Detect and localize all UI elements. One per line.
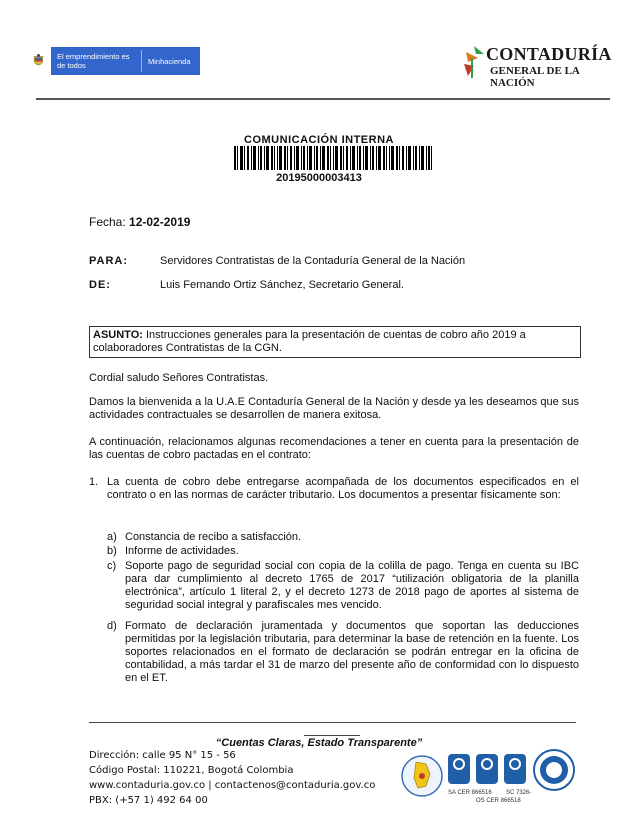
- footer-divider-short: [304, 735, 360, 736]
- icontec-seal-icon: [448, 754, 470, 784]
- subject-box: [89, 326, 581, 358]
- de-label: DE:: [89, 279, 111, 291]
- icontec-seal-icon: [504, 754, 526, 784]
- sub-item-text: Formato de declaración juramentada y documentos que soportan las deducciones permitidas por la legislación tributaria, para determinar la base de retención en la fuente. Los soportes relacionados en el formato de declaración se podrán entregar en la oficina de contabilidad, a más tardar el 31 de marzo del presente año de conformidad con lo dispuesto en el ET.: [125, 620, 579, 684]
- colombia-map-seal-icon: [402, 756, 442, 796]
- subject-value: Instrucciones generales para la presentación de cuentas de cobro año 2019 a colaboradores Contratistas de la CGN.: [93, 329, 526, 354]
- paragraph-welcome: Damos la bienvenida a la U.A.E Contaduría General de la Nación y desde ya les deseamos que sus actividades contractuales se desarrollen de manera exitosa.: [89, 396, 579, 421]
- cgn-logo-title: CONTADURÍA: [486, 44, 612, 64]
- barcode-icon: [234, 146, 432, 170]
- cert-code-3: SC 7326-: [506, 790, 532, 796]
- date-value: 12-02-2019: [129, 215, 191, 229]
- cgn-logo-subtitle: GENERAL DE LA NACIÓN: [490, 65, 580, 89]
- greeting: Cordial saludo Señores Contratistas.: [89, 372, 269, 384]
- list-item-text: La cuenta de cobro debe entregarse acompañada de los documentos especificados en el contrato o en las normas de carácter tributario. Los documentos a presentar físicamente son:: [107, 476, 579, 501]
- sub-item-text: Informe de actividades.: [125, 545, 239, 557]
- para-value: Servidores Contratistas de la Contaduría General de la Nación: [160, 255, 466, 267]
- barcode-number: 20195000003413: [276, 172, 362, 184]
- gov-logo-text: El emprendimiento es de todos: [57, 52, 130, 70]
- sub-item-letter: b): [107, 545, 117, 557]
- footer-phone: PBX: (+57 1) 492 64 00: [89, 795, 208, 806]
- date-line: [89, 215, 190, 229]
- footer-web: www.contaduria.gov.co | contactenos@contaduria.gov.co: [89, 780, 376, 791]
- certification-seals: [400, 748, 580, 808]
- sub-item-text: Constancia de recibo a satisfacción.: [125, 531, 302, 543]
- list-item-number: 1.: [89, 476, 99, 488]
- sub-item-text: Soporte pago de seguridad social con copia de la colilla de pago. Tenga en cuenta su IBC para dar cumplimiento al decreto 1765 de 2017 “utilización obligatoria de la planilla electrónica”, artículo 1 literal 2, y el decreto 1273 de 2018 pago de aportes al sistema de seguridad social integral y parafiscales mes vencido.: [125, 560, 579, 611]
- sub-item-letter: a): [107, 531, 117, 543]
- document-title: COMUNICACIÓN INTERNA: [244, 134, 394, 146]
- footer-postal: Código Postal: 110221, Bogotá Colombia: [89, 765, 294, 776]
- date-label: Fecha:: [89, 215, 126, 229]
- gov-logo-banner: [51, 47, 200, 75]
- gov-logo: [32, 46, 200, 76]
- footer-divider: [89, 722, 576, 723]
- footer-address: Dirección: calle 95 N° 15 - 56: [89, 750, 236, 761]
- footer-motto: “Cuentas Claras, Estado Transparente”: [215, 737, 423, 749]
- sub-item-letter: d): [107, 620, 117, 632]
- cgn-logo: [460, 42, 612, 89]
- cert-code-1: SA CER 866516: [448, 790, 492, 796]
- de-value: Luis Fernando Ortiz Sánchez, Secretario General.: [160, 279, 404, 291]
- sub-item-letter: c): [107, 560, 117, 572]
- header-divider: [36, 98, 610, 100]
- cert-code-2: OS CER 866518: [476, 798, 521, 804]
- para-label: PARA:: [89, 255, 129, 267]
- paragraph-intro: A continuación, relacionamos algunas recomendaciones a tener en cuenta para la presentación de las cuentas de cobro pactadas en el contrato:: [89, 436, 579, 461]
- iqnet-seal-icon: [534, 750, 574, 790]
- gov-logo-ministry: Minhacienda: [148, 56, 191, 66]
- coat-of-arms-icon: [32, 46, 45, 76]
- cgn-leaf-icon: [460, 42, 486, 80]
- icontec-seal-icon: [476, 754, 498, 784]
- subject-label: ASUNTO:: [93, 329, 143, 341]
- gov-logo-divider: [141, 50, 142, 72]
